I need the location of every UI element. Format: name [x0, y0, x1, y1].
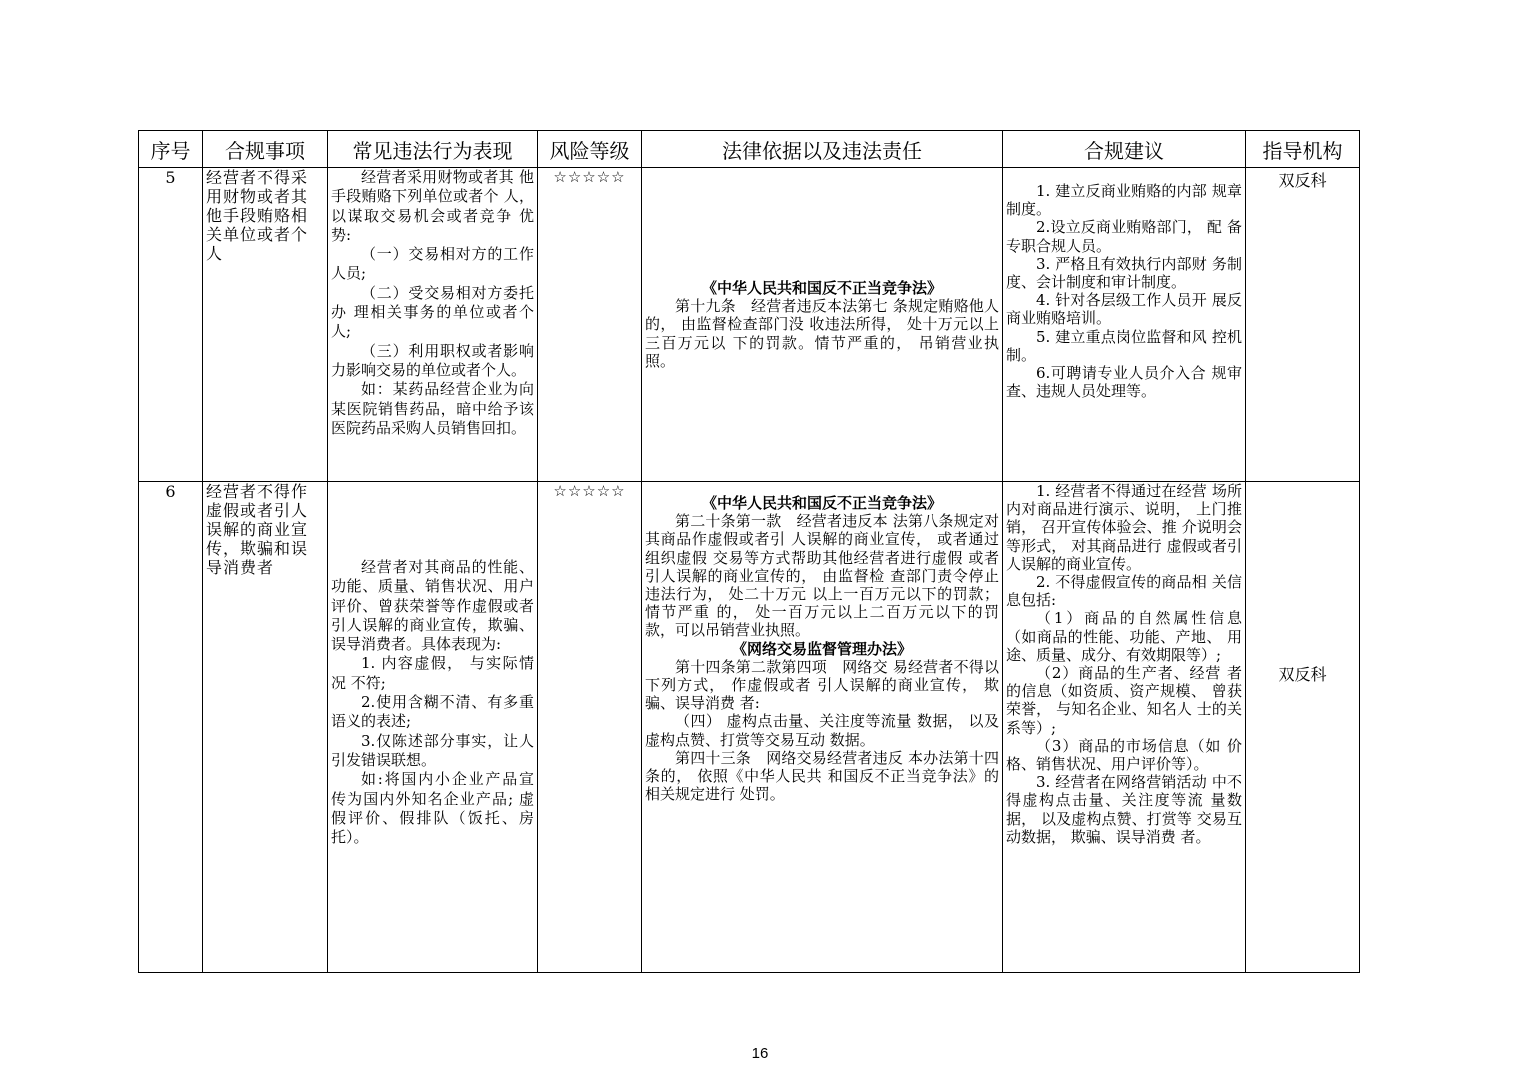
header-no: 序号 [139, 131, 203, 168]
law-clause: 第二十条第一款 经营者违反本 法第八条规定对其商品作虚假或者引 人误解的商业宣传， 或者通过组织虚假 交易等方式帮助其他经营者进行虚假 或者引人误解的商业宣传的， 由监督检 查部门责令停止违法行为， 处二十万元 以上一百万元以下的罚款；情节严重 的， 处一百万元以上二百万元以下的罚 款，可以吊销营业执照。 [645, 512, 999, 640]
violation-behavior [328, 168, 538, 482]
header-risk: 风险等级 [538, 131, 642, 168]
compliance-advice [1003, 168, 1246, 482]
violation-behavior [328, 482, 538, 973]
advice-line: （1）商品的自然属性信息 （如商品的性能、功能、产地、 用途、质量、成分、有效期限等）; [1006, 609, 1242, 664]
header-law: 法律依据以及违法责任 [642, 131, 1003, 168]
behavior-line: 如:将国内小企业产品宣 传为国内外知名企业产品; 虚 假评价、假排队（饭托、房托）。 [331, 770, 534, 847]
advice-line: 6.可聘请专业人员介入合 规审查、违规人员处理等。 [1006, 364, 1242, 401]
law-title: 《中华人民共和国反不正当竞争法》 [701, 278, 942, 297]
header-agency: 指导机构 [1246, 131, 1360, 168]
advice-line: 4. 针对各层级工作人员开 展反商业贿赂培训。 [1006, 291, 1242, 328]
advice-line: 3. 经营者在网络营销活动 中不得虚构点击量、关注度等流 量数据， 以及虚构点赞、打赏等 交易互动数据， 欺骗、误导消费 者。 [1006, 773, 1242, 846]
law-clause: 第四十三条 网络交易经营者违反 本办法第十四条的， 依照《中华人民共 和国反不正当竞争法》的相关规定进行 处罚。 [645, 748, 999, 804]
compliance-advice [1003, 482, 1246, 973]
behavior-line: 经营者对其商品的性能、 功能、质量、销售状况、用户 评价、曾获荣誉等作虚假或者 引人误解的商业宣传，欺骗、 误导消费者。具体表现为: [331, 558, 534, 654]
advice-line: 3. 严格且有效执行内部财 务制度、会计制度和审计制度。 [1006, 254, 1242, 292]
row-number: 5 [139, 168, 203, 482]
law-title: 《网络交易监督管理办法》 [731, 639, 912, 658]
advice-line: （2）商品的生产者、经营 者的信息（如资质、资产规模、 曾获荣誉， 与知名企业、知名人 士的关系等）; [1006, 664, 1242, 737]
advice-line: 1. 经营者不得通过在经营 场所内对商品进行演示、说明， 上门推销， 召开宣传体验会、推 介说明会等形式， 对其商品进行 虚假或者引人误解的商业宣传。 [1006, 482, 1242, 573]
behavior-line: （二）受交易相对方委托办 理相关事务的单位或者个人; [331, 283, 534, 341]
advice-line: （3）商品的市场信息（如 价格、销售状况、用户评价等）。 [1006, 736, 1242, 774]
row-number: 6 [139, 482, 203, 973]
behavior-line: （三）利用职权或者影响 力影响交易的单位或者个人。 [331, 341, 534, 379]
law-clause: 第十九条 经营者违反本法第七 条规定贿赂他人的， 由监督检查部门没 收违法所得， 处十万元以上三百万元以 下的罚款。情节严重的， 吊销营业执照。 [645, 297, 999, 370]
behavior-line: （一）交易相对方的工作 人员; [331, 245, 534, 283]
advice-line: 2. 不得虚假宣传的商品相 关信息包括: [1006, 573, 1242, 610]
advice-line: 5. 建立重点岗位监督和风 控机制。 [1006, 327, 1242, 364]
behavior-line: 如：某药品经营企业为向 某医院销售药品，暗中给予该 医院药品采购人员销售回扣。 [331, 380, 534, 437]
behavior-line: 3.仅陈述部分事实，让人 引发错误联想。 [331, 731, 534, 769]
guiding-agency: 双反科 [1246, 168, 1360, 482]
behavior-line: 经营者采用财物或者其 他手段贿赂下列单位或者个 人，以谋取交易机会或者竞争 优势: [331, 168, 534, 244]
page-number: 16 [751, 1045, 769, 1062]
risk-stars: ☆☆☆☆☆ [538, 482, 642, 973]
law-clause: （四） 虚构点击量、关注度等流量 数据， 以及虚构点赞、打赏等交易互动 数据。 [645, 712, 999, 749]
compliance-table [138, 130, 1360, 973]
table-row [139, 168, 1360, 482]
compliance-item: 经营者不得作虚假或者引人误解的商业宣传，欺骗和误导消费者 [203, 482, 328, 973]
behavior-line: 1. 内容虚假， 与实际情况 不符; [331, 654, 534, 692]
advice-line: 2.设立反商业贿赂部门， 配 备专职合规人员。 [1006, 218, 1242, 255]
legal-basis [642, 482, 1003, 973]
compliance-item: 经营者不得采用财物或者其他手段贿赂相关单位或者个人 [203, 168, 328, 482]
header-behavior: 常见违法行为表现 [328, 131, 538, 168]
behavior-line: 2.使用含糊不清、有多重 语义的表述; [331, 693, 534, 731]
table-header-row [139, 131, 1360, 168]
advice-line: 1. 建立反商业贿赂的内部 规章制度。 [1006, 182, 1242, 219]
risk-stars: ☆☆☆☆☆ [538, 168, 642, 482]
header-advice: 合规建议 [1003, 131, 1246, 168]
table-row [139, 482, 1360, 973]
legal-basis [642, 168, 1003, 482]
law-title: 《中华人民共和国反不正当竞争法》 [701, 494, 942, 512]
header-item: 合规事项 [203, 131, 328, 168]
law-clause: 第十四条第二款第四项 网络交 易经营者不得以下列方式， 作虚假或者 引人误解的商业宣传， 欺骗、误导消费 者: [645, 657, 999, 713]
guiding-agency: 双反科 [1246, 482, 1360, 973]
